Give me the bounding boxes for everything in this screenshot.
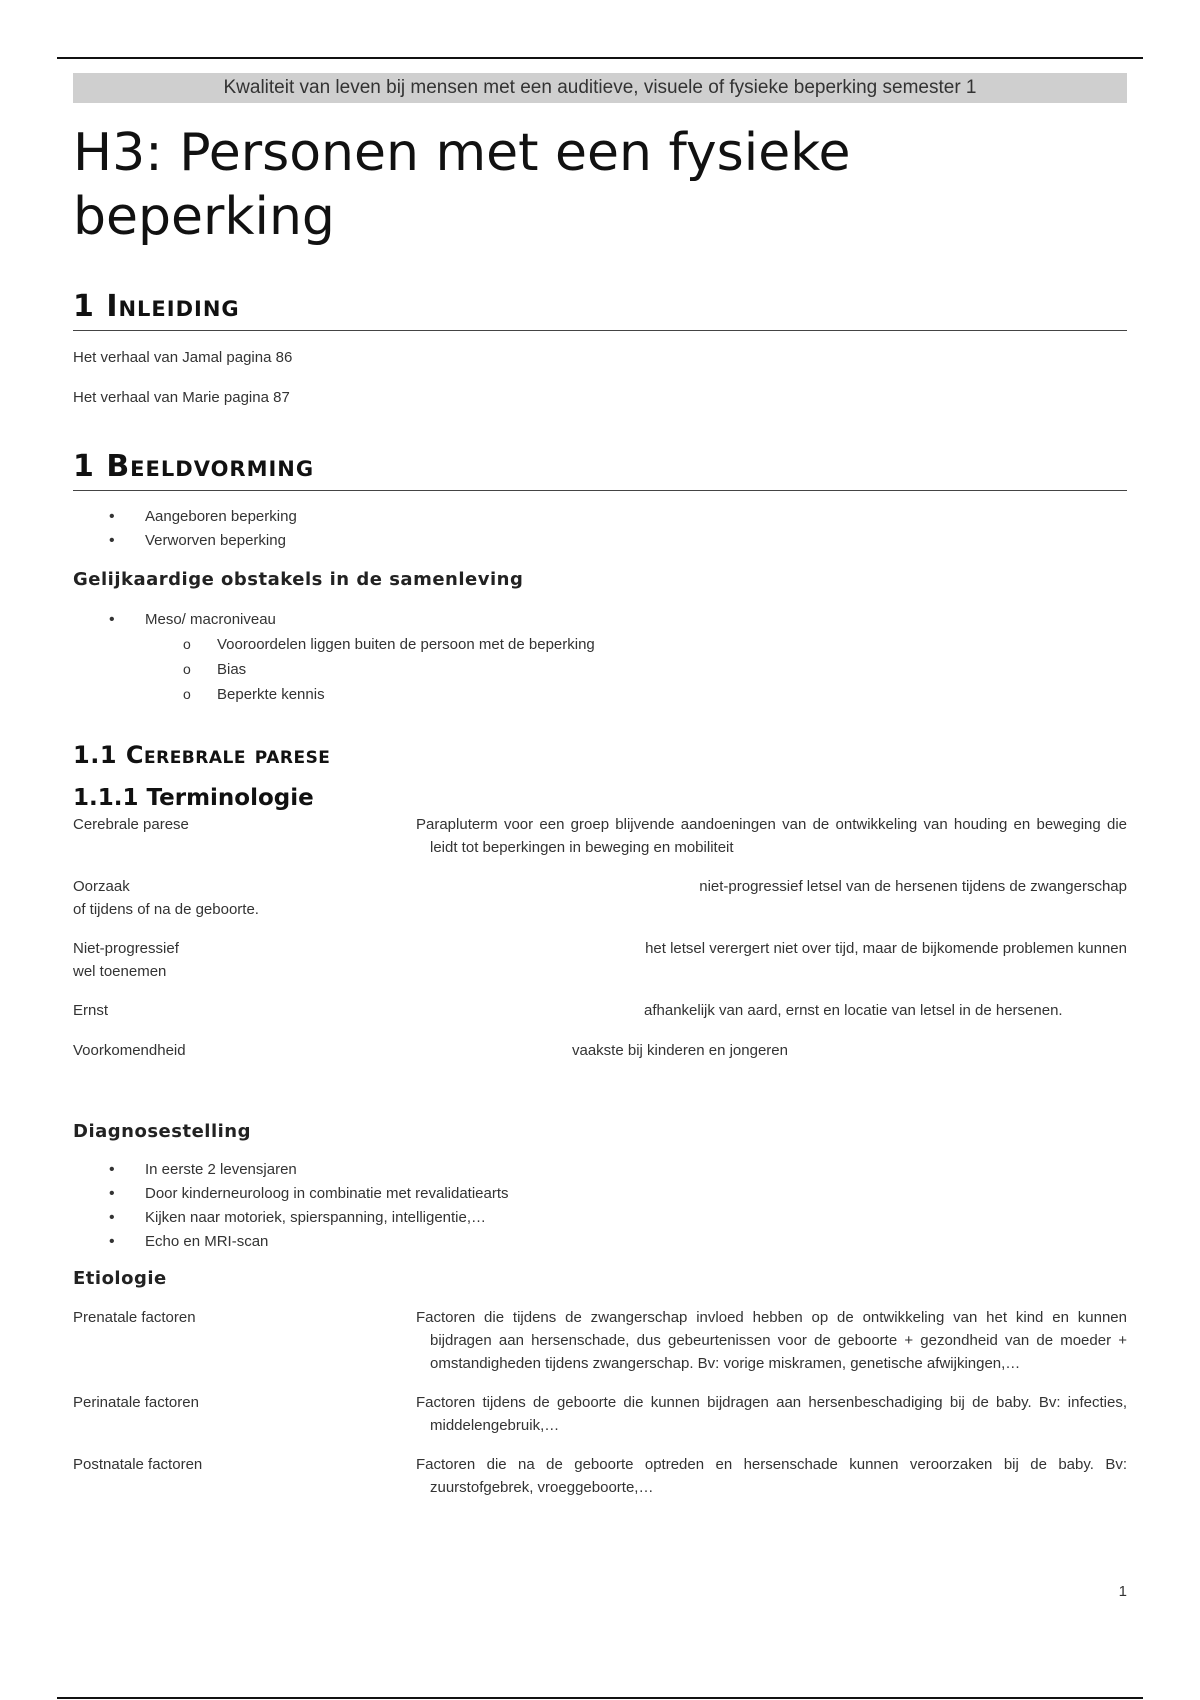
terminologie-heading: 1.1.1 Terminologie	[73, 785, 314, 811]
obstakels-list	[73, 608, 1127, 632]
definition-row	[73, 813, 1127, 859]
bullet-icon: •	[109, 508, 115, 525]
inleiding-line-1: Het verhaal van Jamal pagina 86	[73, 349, 293, 366]
section-heading-inleiding: 1 Inleiding	[73, 289, 1127, 331]
terminologie-table	[73, 813, 1127, 1062]
term-definition-continued: wel toenemen	[73, 963, 167, 980]
section-inleiding	[73, 289, 1127, 409]
circle-bullet-icon: o	[183, 686, 191, 702]
list-item: • Meso/ macroniveau	[73, 608, 1127, 632]
term-label: Oorzaak	[73, 878, 130, 895]
term-label: Ernst	[73, 1002, 109, 1019]
page-bottom-rule	[57, 1697, 1143, 1699]
term-definition: Factoren die tijdens de zwangerschap invloed hebben op de ontwikkeling van het kind en kunnen bijdragen aan hersenschade, dus gebeurtenissen voor de geboorte + gezondheid van de moeder + omstandigheden tijdens zwangerschap. Bv: vorige miskramen, genetische afwijkingen,…	[416, 1309, 1127, 1372]
term-definition: Factoren tijdens de geboorte die kunnen bijdragen aan hersenbeschadiging bij de baby. Bv: infecties, middelengebruik,…	[416, 1394, 1127, 1434]
obstakels-sublist	[73, 632, 1127, 707]
bullet-icon: •	[109, 1233, 115, 1250]
etiologie-heading: Etiologie	[73, 1268, 167, 1289]
definition-row	[73, 1453, 1127, 1499]
running-header	[73, 73, 1127, 103]
beeldvorming-list	[73, 505, 1127, 553]
bullet-icon: •	[109, 1209, 115, 1226]
course-title: Kwaliteit van leven bij mensen met een auditieve, visuele of fysieke beperking semester 1	[223, 77, 977, 98]
page-number: 1	[1118, 1583, 1127, 1600]
list-item: o Bias	[73, 657, 1127, 682]
term-label: Voorkomendheid	[73, 1042, 186, 1059]
term-definition: Parapluterm voor een groep blijvende aandoeningen van de ontwikkeling van houding en beweging die leidt tot beperkingen in beweging en mobiliteit	[416, 816, 1127, 856]
definition-row	[73, 1391, 1127, 1437]
bullet-icon: •	[109, 1161, 115, 1178]
section-heading-beeldvorming: 1 Beeldvorming	[73, 449, 1127, 491]
term-definition: Factoren die na de geboorte optreden en hersenschade kunnen veroorzaken bij de baby. Bv: zuurstofgebrek, vroeggeboorte,…	[416, 1456, 1127, 1496]
list-item: • Kijken naar motoriek, spierspanning, intelligentie,…	[73, 1206, 1127, 1230]
definition-row	[73, 1039, 1127, 1062]
term-label: Prenatale factoren	[73, 1309, 196, 1326]
term-label: Niet-progressief	[73, 940, 179, 957]
list-item: o Vooroordelen liggen buiten de persoon met de beperking	[73, 632, 1127, 657]
section-beeldvorming	[73, 449, 1127, 707]
bullet-icon: •	[109, 1185, 115, 1202]
circle-bullet-icon: o	[183, 636, 191, 652]
list-item: • Verworven beperking	[73, 529, 1127, 553]
document-page	[73, 73, 1127, 1499]
definition-row	[73, 1306, 1127, 1375]
etiologie-table	[73, 1306, 1127, 1499]
term-definition: afhankelijk van aard, ernst en locatie van letsel in de hersenen.	[644, 1002, 1063, 1019]
section-cerebrale-parese	[73, 741, 1127, 1499]
circle-bullet-icon: o	[183, 661, 191, 677]
obstakels-heading: Gelijkaardige obstakels in de samenleving	[73, 569, 524, 590]
definition-row	[73, 999, 1127, 1022]
term-label: Postnatale factoren	[73, 1456, 203, 1473]
list-item: • Aangeboren beperking	[73, 505, 1127, 529]
term-label: Cerebrale parese	[73, 816, 189, 833]
term-definition: het letsel verergert niet over tijd, maar de bijkomende problemen kunnen	[645, 940, 1127, 957]
term-definition: vaakste bij kinderen en jongeren	[572, 1042, 788, 1059]
diagnosestelling-list	[73, 1158, 1127, 1254]
list-item: • Echo en MRI-scan	[73, 1230, 1127, 1254]
list-item: • In eerste 2 levensjaren	[73, 1158, 1127, 1182]
list-item: • Door kinderneuroloog in combinatie met revalidatiearts	[73, 1182, 1127, 1206]
bullet-icon: •	[109, 532, 115, 549]
term-definition-continued: of tijdens of na de geboorte.	[73, 901, 259, 918]
diagnosestelling-heading: Diagnosestelling	[73, 1121, 251, 1142]
section-heading-cerebrale-parese: 1.1 Cerebrale parese	[73, 741, 331, 769]
inleiding-line-2: Het verhaal van Marie pagina 87	[73, 389, 290, 406]
definition-row	[73, 937, 1127, 983]
term-definition: niet-progressief letsel van de hersenen tijdens de zwangerschap	[699, 878, 1127, 895]
definition-row	[73, 875, 1127, 921]
page-top-rule	[57, 57, 1143, 59]
document-title: H3: Personen met een fysieke beperking	[73, 123, 851, 247]
list-item: o Beperkte kennis	[73, 682, 1127, 707]
term-label: Perinatale factoren	[73, 1394, 199, 1411]
bullet-icon: •	[109, 611, 115, 628]
